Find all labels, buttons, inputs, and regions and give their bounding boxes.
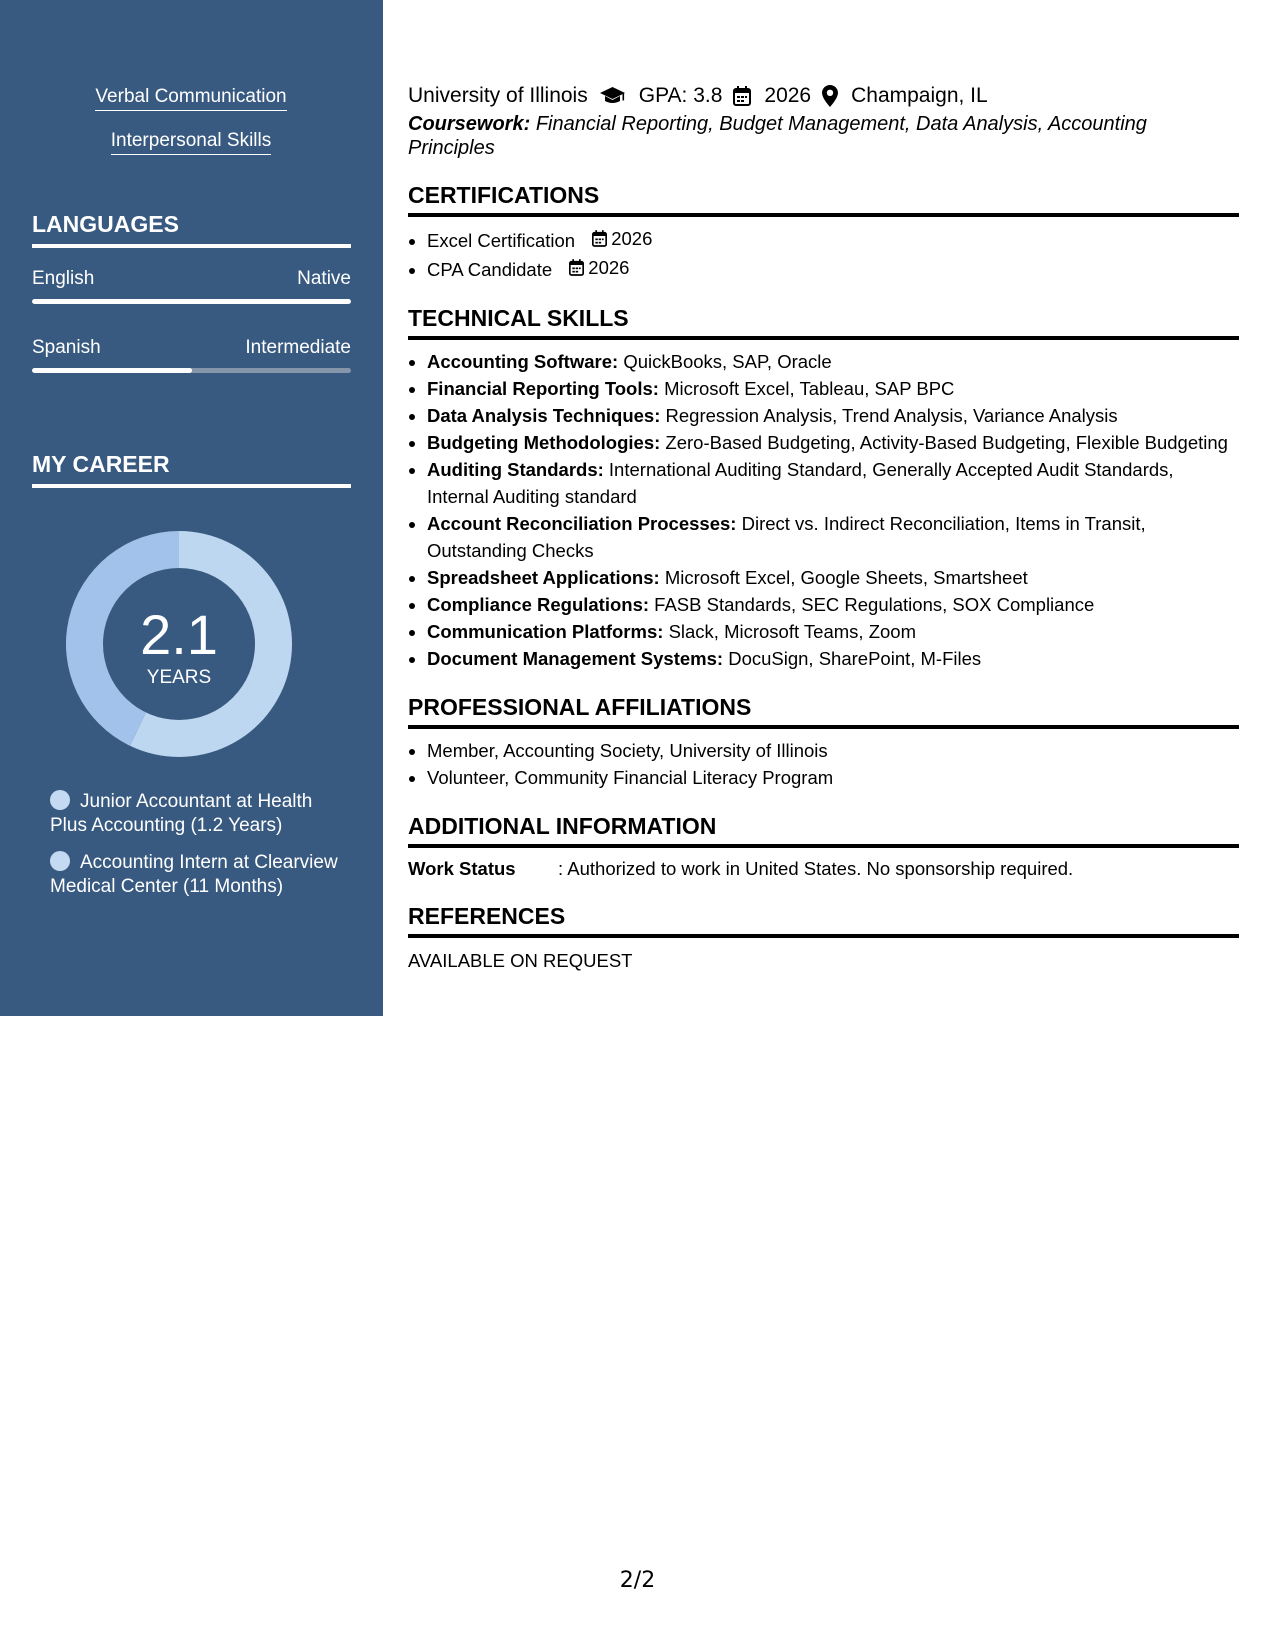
references-heading: REFERENCES: [408, 902, 1239, 938]
certification-name: Excel Certification: [427, 230, 576, 251]
technical-skill-value: Direct vs. Indirect Reconciliation, Items in Transit, Outstanding Checks: [427, 513, 1146, 561]
language-row: [32, 337, 351, 359]
language-proficiency-bar: [32, 368, 351, 373]
certification-item: [427, 254, 1239, 283]
career-heading: MY CAREER: [32, 450, 351, 488]
career-item-label: Junior Accountant at Health Plus Accounting (1.2 Years): [50, 791, 313, 836]
language-level: Intermediate: [245, 337, 351, 358]
coursework-label: Coursework:: [408, 113, 531, 135]
technical-skill-item: [427, 564, 1239, 591]
technical-skill-value: DocuSign, SharePoint, M-Files: [728, 648, 982, 669]
technical-skills-heading: TECHNICAL SKILLS: [408, 304, 1239, 340]
career-total-value: 2.1: [140, 603, 218, 666]
education-line: [408, 80, 1239, 111]
school-name: University of Illinois: [408, 84, 588, 107]
certification-name: CPA Candidate: [427, 259, 553, 280]
affiliation-item: • Member, Accounting Society, University of Illinois: [427, 737, 1239, 764]
graduation-year: 2026: [764, 84, 812, 107]
technical-skills-list: [408, 348, 1239, 672]
technical-skill-item: [427, 429, 1239, 456]
affiliations-list: [408, 737, 1239, 791]
language-row: [32, 268, 351, 290]
coursework: [408, 112, 1239, 160]
technical-skill-value: Microsoft Excel, Google Sheets, Smartsheet: [664, 567, 1028, 588]
technical-skill-item: [427, 591, 1239, 618]
technical-skill-label: Document Management Systems:: [427, 648, 724, 669]
coursework-text: Financial Reporting, Budget Management, Data Analysis, Accounting Principles: [408, 113, 1147, 159]
technical-skill-label: Communication Platforms:: [427, 621, 664, 642]
affiliations-heading: PROFESSIONAL AFFILIATIONS: [408, 693, 1239, 729]
soft-skill-item: Verbal Communication: [95, 86, 286, 111]
languages-heading: LANGUAGES: [32, 210, 351, 248]
calendar-icon: [592, 230, 607, 247]
language-level: Native: [297, 268, 351, 289]
career-item-label: Accounting Intern at Clearview Medical Center (11 Months): [50, 852, 338, 897]
work-status-value: : Authorized to work in United States. No sponsorship required.: [558, 858, 1074, 879]
certification-date: 2026: [611, 228, 653, 249]
technical-skill-value: Zero-Based Budgeting, Activity-Based Budgeting, Flexible Budgeting: [665, 432, 1228, 453]
technical-skill-value: Slack, Microsoft Teams, Zoom: [668, 621, 916, 642]
certification-date: 2026: [588, 257, 630, 278]
technical-skill-label: Auditing Standards:: [427, 459, 604, 480]
career-donut-chart: [66, 531, 292, 757]
references-text: AVAILABLE ON REQUEST: [408, 950, 633, 971]
technical-skill-value: QuickBooks, SAP, Oracle: [623, 351, 832, 372]
calendar-icon: [733, 86, 751, 106]
technical-skill-item: [427, 618, 1239, 645]
technical-skill-value: Regression Analysis, Trend Analysis, Variance Analysis: [665, 405, 1118, 426]
career-dot-icon: [50, 851, 70, 871]
page-number: 2/2: [619, 1568, 656, 1593]
career-dot-icon: [50, 790, 70, 810]
certifications-heading: CERTIFICATIONS: [408, 181, 1239, 217]
career-list: [50, 790, 340, 912]
technical-skill-value: Microsoft Excel, Tableau, SAP BPC: [664, 378, 955, 399]
soft-skills-list: [32, 86, 350, 174]
language-name: Spanish: [32, 337, 101, 358]
soft-skill-item: Interpersonal Skills: [111, 130, 272, 155]
calendar-icon: [569, 259, 584, 276]
additional-info-heading: ADDITIONAL INFORMATION: [408, 812, 1239, 848]
language-name: English: [32, 268, 95, 289]
certification-item: [427, 225, 1239, 254]
gpa: GPA: 3.8: [638, 84, 723, 107]
technical-skill-label: Compliance Regulations:: [427, 594, 650, 615]
technical-skill-item: [427, 645, 1239, 672]
technical-skill-label: Account Reconciliation Processes:: [427, 513, 737, 534]
language-proficiency-fill: [32, 368, 192, 373]
technical-skill-item: [427, 510, 1239, 564]
language-proficiency-fill: [32, 299, 351, 304]
technical-skill-label: Spreadsheet Applications:: [427, 567, 660, 588]
technical-skill-item: [427, 348, 1239, 375]
education-location: Champaign, IL: [851, 84, 988, 107]
affiliation-item: • Volunteer, Community Financial Literacy Program: [427, 764, 1239, 791]
career-item: [50, 790, 340, 838]
sidebar: [0, 0, 383, 1016]
technical-skill-item: [427, 375, 1239, 402]
career-total-unit: YEARS: [146, 667, 212, 688]
career-item: [50, 851, 340, 899]
technical-skill-label: Financial Reporting Tools:: [427, 378, 659, 399]
work-status-row: [408, 857, 1239, 881]
technical-skill-value: International Auditing Standard, Generally Accepted Audit Standards, Internal Auditing standard: [427, 459, 1174, 507]
work-status-label: Work Status: [408, 858, 516, 879]
main-content: [408, 80, 1239, 973]
location-pin-icon: [822, 85, 838, 107]
technical-skill-item: [427, 456, 1239, 510]
language-proficiency-bar: [32, 299, 351, 304]
technical-skill-item: [427, 402, 1239, 429]
technical-skill-label: Data Analysis Techniques:: [427, 405, 661, 426]
technical-skill-label: Accounting Software:: [427, 351, 619, 372]
certifications-list: [408, 225, 1239, 283]
technical-skill-label: Budgeting Methodologies:: [427, 432, 661, 453]
graduation-cap-icon: [599, 86, 626, 106]
technical-skill-value: FASB Standards, SEC Regulations, SOX Compliance: [654, 594, 1095, 615]
